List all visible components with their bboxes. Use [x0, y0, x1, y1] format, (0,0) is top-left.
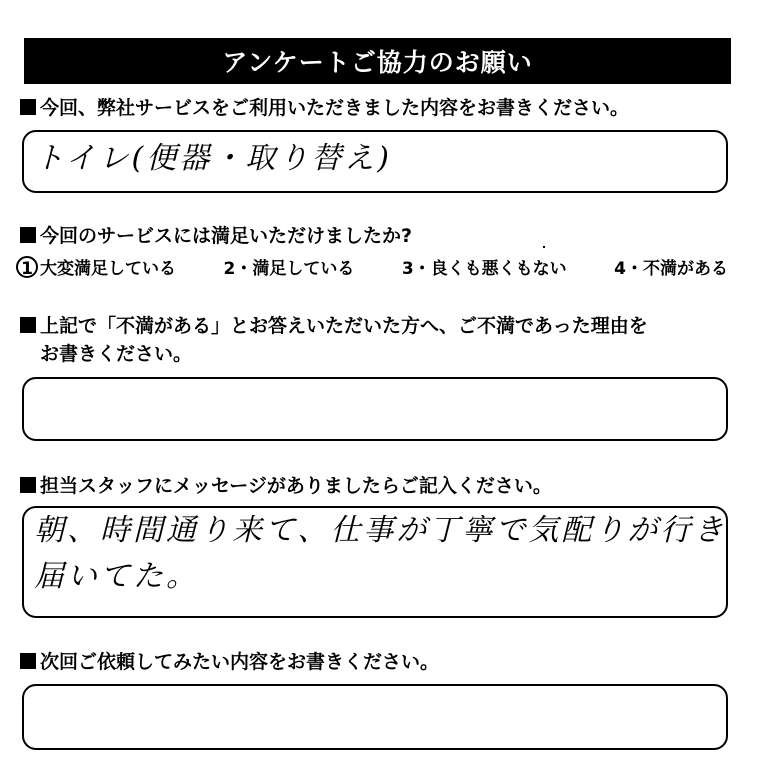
square-bullet-icon — [20, 99, 36, 115]
square-bullet-icon — [20, 227, 36, 243]
answer-4-text-line1: 朝、時間通り来て、仕事が丁寧で気配りが行き — [34, 513, 727, 548]
option-4-label: 不満がある — [642, 259, 728, 279]
option-2-label: 満足している — [252, 259, 355, 279]
answer-box-1[interactable] — [22, 130, 728, 193]
answer-box-3[interactable] — [22, 377, 728, 441]
question-4 — [20, 472, 552, 500]
option-very-satisfied[interactable] — [16, 254, 176, 279]
question-4-label: 担当スタッフにメッセージがありましたらご記入ください。 — [40, 475, 552, 497]
answer-box-4[interactable] — [22, 506, 728, 618]
option-neutral[interactable]: 3・良くも悪くもない — [401, 259, 567, 279]
option-dissatisfied[interactable]: 4・不満がある — [614, 259, 728, 279]
question-3-label-line1: 上記で「不満がある」とお答えいただいた方へ、ご不満であった理由を — [40, 315, 648, 337]
question-1-label: 今回、弊社サービスをご利用いただきました内容をお書きください。 — [40, 97, 630, 119]
satisfaction-options — [16, 254, 728, 279]
survey-title: アンケートご協力のお願い — [222, 48, 533, 77]
square-bullet-icon — [20, 653, 36, 669]
option-3-number: 3 — [401, 259, 414, 279]
answer-4-text-line2: 届いてた。 — [34, 559, 199, 594]
answer-1-text: トイレ(便器・取り替え) — [34, 141, 392, 176]
square-bullet-icon — [20, 477, 36, 493]
question-3-label-line2: お書きください。 — [40, 343, 193, 365]
option-1-number-circled: 1 — [16, 256, 38, 278]
answer-box-5[interactable] — [22, 684, 728, 750]
option-1-label: 大変満足している — [40, 259, 176, 279]
question-3 — [20, 312, 648, 368]
square-bullet-icon — [20, 317, 36, 333]
option-satisfied[interactable]: 2・満足している — [223, 259, 355, 279]
question-1 — [20, 94, 629, 122]
question-5-label: 次回ご依頼してみたい内容をお書きください。 — [40, 651, 440, 673]
option-3-label: 良くも悪くもない — [430, 259, 567, 279]
stray-mark — [543, 246, 545, 248]
survey-title-bar — [24, 38, 731, 84]
question-2-label: 今回のサービスには満足いただけましたか? — [40, 225, 413, 247]
option-2-number: 2 — [223, 259, 236, 279]
question-5 — [20, 648, 439, 676]
question-2 — [20, 222, 412, 250]
option-4-number: 4 — [614, 259, 626, 279]
